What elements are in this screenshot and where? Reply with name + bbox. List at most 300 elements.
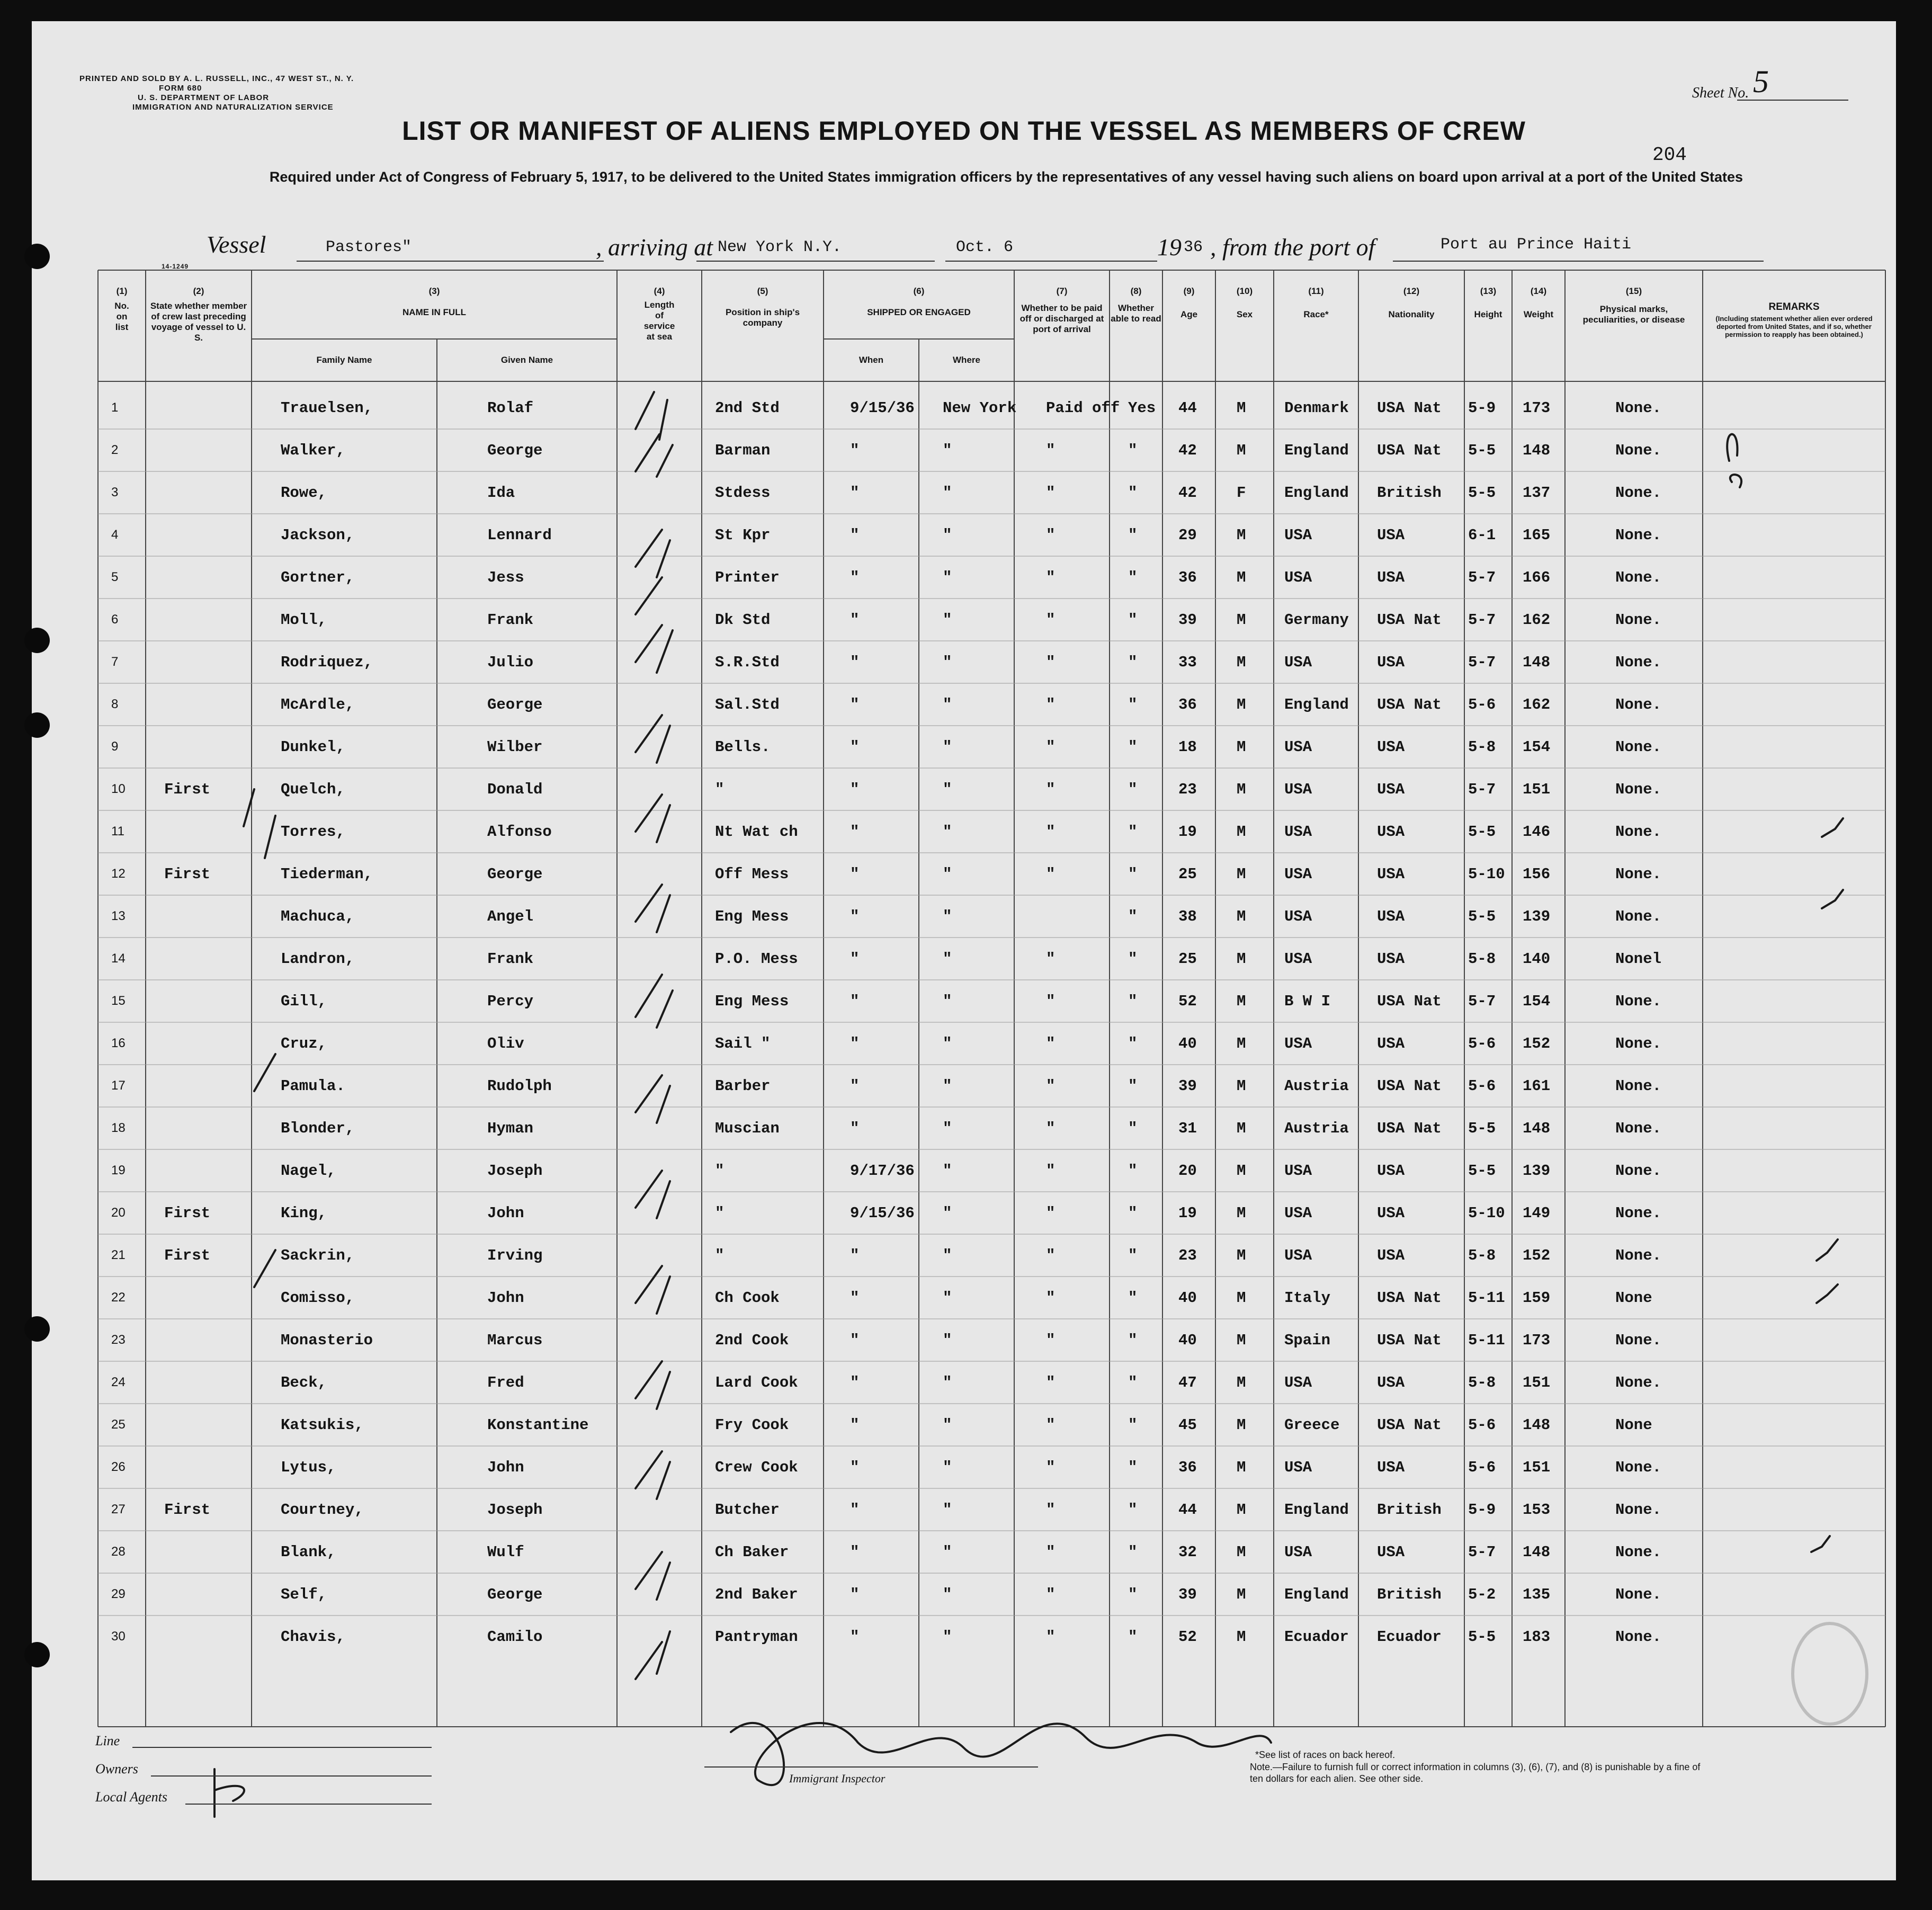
cell-weight: 137 xyxy=(1523,484,1551,502)
cell-paid-off: " xyxy=(1046,526,1056,544)
cell-paid-off: " xyxy=(1046,1543,1056,1561)
cell-shipped-when: " xyxy=(850,950,860,968)
cell-given-name: Konstantine xyxy=(487,1416,589,1434)
cell-race: England xyxy=(1284,1586,1349,1603)
col-where-header: Where xyxy=(953,355,980,365)
cell-weight: 139 xyxy=(1523,1162,1551,1180)
cell-given-name: George xyxy=(487,1586,543,1603)
col-name-header: (3) NAME IN FULL xyxy=(402,286,466,317)
cell-number: 7 xyxy=(111,655,119,669)
cell-number: 22 xyxy=(111,1290,126,1305)
cell-nationality: USA Nat xyxy=(1377,1077,1442,1095)
cell-height: 5-7 xyxy=(1468,654,1496,671)
cell-number: 12 xyxy=(111,867,126,881)
cell-able-to-read: " xyxy=(1128,1162,1138,1180)
cell-shipped-when: " xyxy=(850,569,860,586)
cell-race: England xyxy=(1284,442,1349,459)
line-underline xyxy=(132,1747,432,1748)
cell-number: 26 xyxy=(111,1460,126,1474)
cell-sex: M xyxy=(1237,950,1246,968)
cell-weight: 166 xyxy=(1523,569,1551,586)
cell-weight: 173 xyxy=(1523,1332,1551,1349)
cell-family-name: Chavis, xyxy=(281,1628,345,1646)
cell-shipped-when: " xyxy=(850,1628,860,1646)
cell-nationality: USA xyxy=(1377,1459,1405,1476)
cell-family-name: Torres, xyxy=(281,823,345,841)
cell-shipped-where: " xyxy=(943,1162,952,1180)
cell-age: 32 xyxy=(1178,1543,1197,1561)
cell-position: St Kpr xyxy=(715,526,771,544)
cell-number: 30 xyxy=(111,1629,126,1644)
cell-age: 33 xyxy=(1178,654,1197,671)
cell-race: USA xyxy=(1284,1035,1312,1052)
cell-height: 5-8 xyxy=(1468,1247,1496,1264)
cell-able-to-read: " xyxy=(1128,1120,1138,1137)
sheet-label: Sheet No. xyxy=(1692,85,1749,101)
col-when-header: When xyxy=(858,355,884,365)
cell-shipped-where: " xyxy=(943,823,952,841)
cell-number: 10 xyxy=(111,782,126,796)
cell-shipped-where: " xyxy=(943,1501,952,1519)
cell-height: 5-9 xyxy=(1468,399,1496,417)
local-agents-label: Local Agents xyxy=(95,1789,168,1805)
cell-race: Denmark xyxy=(1284,399,1349,417)
cell-age: 44 xyxy=(1178,399,1197,417)
cell-sex: M xyxy=(1237,823,1246,841)
cell-nationality: USA xyxy=(1377,781,1405,798)
cell-given-name: Angel xyxy=(487,908,534,925)
cell-nationality: USA Nat xyxy=(1377,1416,1442,1434)
cell-age: 19 xyxy=(1178,823,1197,841)
cell-weight: 183 xyxy=(1523,1628,1551,1646)
cell-shipped-when: " xyxy=(850,1416,860,1434)
cell-weight: 148 xyxy=(1523,1416,1551,1434)
cell-height: 5-6 xyxy=(1468,1035,1496,1052)
cell-nationality: USA xyxy=(1377,865,1405,883)
cell-sex: M xyxy=(1237,1077,1246,1095)
cell-physical-marks: None. xyxy=(1615,1374,1662,1391)
form-number: FORM 680 xyxy=(159,84,202,93)
cell-able-to-read: " xyxy=(1128,1332,1138,1349)
cell-age: 25 xyxy=(1178,950,1197,968)
cell-able-to-read: Yes xyxy=(1128,399,1156,417)
cell-height: 5-7 xyxy=(1468,611,1496,629)
col-paid-off-header: (7) Whether to be paid off or discharged at port of arrival xyxy=(1019,286,1104,334)
cell-weight: 149 xyxy=(1523,1204,1551,1222)
cell-nationality: USA xyxy=(1377,654,1405,671)
cell-shipped-where: " xyxy=(943,1120,952,1137)
cell-position: " xyxy=(715,1162,724,1180)
cell-shipped-when: " xyxy=(850,865,860,883)
cell-previous-voyage: First xyxy=(164,1204,211,1222)
cell-family-name: Beck, xyxy=(281,1374,327,1391)
cell-physical-marks: None. xyxy=(1615,569,1662,586)
cell-nationality: USA xyxy=(1377,1162,1405,1180)
cell-shipped-when: " xyxy=(850,1586,860,1603)
cell-shipped-where: " xyxy=(943,1332,952,1349)
cell-race: USA xyxy=(1284,526,1312,544)
cell-sex: M xyxy=(1237,1247,1246,1264)
cell-shipped-where: " xyxy=(943,993,952,1010)
vessel-label: Vessel xyxy=(207,231,266,258)
cell-shipped-where: " xyxy=(943,526,952,544)
cell-weight: 165 xyxy=(1523,526,1551,544)
cell-given-name: George xyxy=(487,442,543,459)
col-weight-header: (14) Weight xyxy=(1523,286,1554,319)
cell-family-name: Lytus, xyxy=(281,1459,336,1476)
cell-shipped-where: " xyxy=(943,950,952,968)
cell-paid-off: " xyxy=(1046,654,1056,671)
cell-weight: 154 xyxy=(1523,738,1551,756)
cell-paid-off: " xyxy=(1046,442,1056,459)
cell-paid-off: " xyxy=(1046,1586,1056,1603)
cell-physical-marks: None. xyxy=(1615,993,1662,1010)
cell-able-to-read: " xyxy=(1128,823,1138,841)
cell-age: 36 xyxy=(1178,696,1197,713)
cell-given-name: John xyxy=(487,1204,524,1222)
cell-paid-off: " xyxy=(1046,1162,1056,1180)
cell-given-name: George xyxy=(487,865,543,883)
arrival-date: Oct. 6 xyxy=(956,238,1014,256)
cell-number: 18 xyxy=(111,1121,126,1135)
cell-weight: 152 xyxy=(1523,1035,1551,1052)
cell-weight: 159 xyxy=(1523,1289,1551,1307)
cell-position: Ch Cook xyxy=(715,1289,780,1307)
cell-position: Off Mess xyxy=(715,865,789,883)
cell-height: 5-7 xyxy=(1468,1543,1496,1561)
cell-sex: M xyxy=(1237,1035,1246,1052)
cell-family-name: Jackson, xyxy=(281,526,355,544)
owners-label: Owners xyxy=(95,1761,138,1777)
cell-position: Lard Cook xyxy=(715,1374,798,1391)
cell-race: Austria xyxy=(1284,1120,1349,1137)
cell-physical-marks: None. xyxy=(1615,1501,1662,1519)
cell-physical-marks: None. xyxy=(1615,1247,1662,1264)
cell-weight: 156 xyxy=(1523,865,1551,883)
cell-given-name: John xyxy=(487,1289,524,1307)
cell-height: 6-1 xyxy=(1468,526,1496,544)
cell-family-name: Tiederman, xyxy=(281,865,373,883)
cell-shipped-where: " xyxy=(943,569,952,586)
cell-nationality: USA Nat xyxy=(1377,1289,1442,1307)
cell-number: 6 xyxy=(111,612,119,627)
cell-shipped-when: " xyxy=(850,442,860,459)
cell-given-name: Alfonso xyxy=(487,823,552,841)
cell-race: Germany xyxy=(1284,611,1349,629)
cell-family-name: Gortner, xyxy=(281,569,355,586)
cell-shipped-when: " xyxy=(850,696,860,713)
col-physical-marks-header: (15) Physical marks, peculiarities, or disease xyxy=(1582,286,1685,325)
cell-physical-marks: None. xyxy=(1615,526,1662,544)
cell-position: " xyxy=(715,781,724,798)
cell-able-to-read: " xyxy=(1128,781,1138,798)
cell-number: 9 xyxy=(111,739,119,754)
cell-nationality: USA xyxy=(1377,738,1405,756)
cell-age: 52 xyxy=(1178,993,1197,1010)
col-family-name-header: Family Name xyxy=(316,355,372,365)
cell-able-to-read: " xyxy=(1128,569,1138,586)
cell-physical-marks: None. xyxy=(1615,781,1662,798)
cell-position: Barman xyxy=(715,442,771,459)
cell-family-name: Gill, xyxy=(281,993,327,1010)
cell-sex: M xyxy=(1237,1628,1246,1646)
cell-paid-off: " xyxy=(1046,1416,1056,1434)
sheet-number: 5 xyxy=(1753,64,1769,99)
cell-height: 5-11 xyxy=(1468,1332,1505,1349)
cell-shipped-when: " xyxy=(850,908,860,925)
cell-able-to-read: " xyxy=(1128,442,1138,459)
binder-hole xyxy=(24,1316,50,1342)
cell-nationality: USA Nat xyxy=(1377,993,1442,1010)
cell-family-name: Courtney, xyxy=(281,1501,364,1519)
cell-race: USA xyxy=(1284,1204,1312,1222)
cell-given-name: Oliv xyxy=(487,1035,524,1052)
cell-position: 2nd Std xyxy=(715,399,780,417)
cell-age: 45 xyxy=(1178,1416,1197,1434)
cell-number: 29 xyxy=(111,1587,126,1601)
col-age-header: (9) Age xyxy=(1180,286,1198,319)
cell-physical-marks: None. xyxy=(1615,1035,1662,1052)
cell-given-name: Marcus xyxy=(487,1332,543,1349)
cell-paid-off: " xyxy=(1046,823,1056,841)
vessel-name: Pastores" xyxy=(326,238,412,256)
col-race-header: (11) Race* xyxy=(1303,286,1329,319)
cell-sex: M xyxy=(1237,654,1246,671)
cell-number: 15 xyxy=(111,994,126,1008)
cell-number: 16 xyxy=(111,1036,126,1050)
stamp-number: 204 xyxy=(1652,144,1687,166)
races-note: *See list of races on back hereof. xyxy=(1255,1750,1396,1760)
cell-age: 18 xyxy=(1178,738,1197,756)
cell-paid-off: " xyxy=(1046,1501,1056,1519)
cell-physical-marks: None. xyxy=(1615,1586,1662,1603)
cell-paid-off: " xyxy=(1046,1374,1056,1391)
cell-position: Eng Mess xyxy=(715,993,789,1010)
cell-nationality: USA Nat xyxy=(1377,696,1442,713)
cell-number: 8 xyxy=(111,697,119,711)
cell-race: Austria xyxy=(1284,1077,1349,1095)
cell-able-to-read: " xyxy=(1128,696,1138,713)
cell-age: 42 xyxy=(1178,442,1197,459)
cell-given-name: Percy xyxy=(487,993,534,1010)
cell-paid-off: " xyxy=(1046,1247,1056,1264)
cell-position: Pantryman xyxy=(715,1628,798,1646)
cell-age: 40 xyxy=(1178,1289,1197,1307)
cell-age: 31 xyxy=(1178,1120,1197,1137)
cell-weight: 162 xyxy=(1523,611,1551,629)
cell-position: Eng Mess xyxy=(715,908,789,925)
cell-nationality: British xyxy=(1377,1501,1442,1519)
cell-weight: 148 xyxy=(1523,654,1551,671)
cell-position: Nt Wat ch xyxy=(715,823,798,841)
cell-position: Bells. xyxy=(715,738,771,756)
cell-weight: 154 xyxy=(1523,993,1551,1010)
cell-age: 23 xyxy=(1178,1247,1197,1264)
cell-family-name: Katsukis, xyxy=(281,1416,364,1434)
cell-given-name: Lennard xyxy=(487,526,552,544)
cell-paid-off: " xyxy=(1046,696,1056,713)
cell-paid-off: Paid off xyxy=(1046,399,1120,417)
cell-height: 5-9 xyxy=(1468,1501,1496,1519)
cell-position: Muscian xyxy=(715,1120,780,1137)
cell-number: 2 xyxy=(111,443,119,457)
cell-shipped-when: " xyxy=(850,823,860,841)
cell-shipped-when: " xyxy=(850,611,860,629)
cell-age: 52 xyxy=(1178,1628,1197,1646)
cell-family-name: Walker, xyxy=(281,442,345,459)
cell-weight: 135 xyxy=(1523,1586,1551,1603)
cell-physical-marks: None. xyxy=(1615,908,1662,925)
cell-shipped-where: " xyxy=(943,865,952,883)
col-remarks-header: REMARKS (Including statement whether alien ever ordered deported from United States, and if so, whether permission to reapply has been obtained.) xyxy=(1715,301,1873,338)
cell-race: England xyxy=(1284,696,1349,713)
cell-weight: 148 xyxy=(1523,1120,1551,1137)
cell-shipped-when: " xyxy=(850,1120,860,1137)
cell-position: S.R.Std xyxy=(715,654,780,671)
cell-sex: M xyxy=(1237,865,1246,883)
cell-able-to-read: " xyxy=(1128,908,1138,925)
cell-family-name: Moll, xyxy=(281,611,327,629)
cell-height: 5-6 xyxy=(1468,1459,1496,1476)
cell-race: Greece xyxy=(1284,1416,1340,1434)
cell-height: 5-6 xyxy=(1468,1416,1496,1434)
from-port-label: , from the port of xyxy=(1210,234,1375,261)
cell-age: 40 xyxy=(1178,1332,1197,1349)
cell-age: 39 xyxy=(1178,1077,1197,1095)
cell-height: 5-8 xyxy=(1468,738,1496,756)
cell-shipped-when: " xyxy=(850,484,860,502)
cell-shipped-when: " xyxy=(850,1374,860,1391)
cell-weight: 173 xyxy=(1523,399,1551,417)
cell-nationality: USA Nat xyxy=(1377,1120,1442,1137)
cell-race: USA xyxy=(1284,865,1312,883)
cell-height: 5-10 xyxy=(1468,1204,1505,1222)
cell-age: 40 xyxy=(1178,1035,1197,1052)
cell-sex: M xyxy=(1237,1374,1246,1391)
cell-given-name: Joseph xyxy=(487,1162,543,1180)
cell-able-to-read: " xyxy=(1128,1035,1138,1052)
cell-weight: 152 xyxy=(1523,1247,1551,1264)
cell-weight: 151 xyxy=(1523,1459,1551,1476)
cell-age: 39 xyxy=(1178,611,1197,629)
cell-race: USA xyxy=(1284,950,1312,968)
cell-shipped-where: " xyxy=(943,908,952,925)
cell-paid-off: " xyxy=(1046,484,1056,502)
cell-sex: M xyxy=(1237,1204,1246,1222)
cell-height: 5-5 xyxy=(1468,442,1496,459)
owners-underline xyxy=(151,1775,432,1777)
cell-position: 2nd Cook xyxy=(715,1332,789,1349)
cell-family-name: Nagel, xyxy=(281,1162,336,1180)
cell-age: 29 xyxy=(1178,526,1197,544)
cell-able-to-read: " xyxy=(1128,950,1138,968)
cell-physical-marks: None. xyxy=(1615,1077,1662,1095)
cell-sex: M xyxy=(1237,993,1246,1010)
cell-weight: 146 xyxy=(1523,823,1551,841)
cell-shipped-where: " xyxy=(943,696,952,713)
cell-family-name: Monasterio xyxy=(281,1332,373,1349)
cell-physical-marks: None. xyxy=(1615,484,1662,502)
cell-shipped-when: " xyxy=(850,1247,860,1264)
cell-shipped-where: " xyxy=(943,1628,952,1646)
col-height-header: (13) Height xyxy=(1474,286,1502,319)
cell-physical-marks: None. xyxy=(1615,611,1662,629)
cell-age: 38 xyxy=(1178,908,1197,925)
inspector-label: Immigrant Inspector xyxy=(789,1772,885,1785)
cell-shipped-where: " xyxy=(943,1459,952,1476)
cell-shipped-when: " xyxy=(850,781,860,798)
cell-able-to-read: " xyxy=(1128,865,1138,883)
penalty-note: Note.—Failure to furnish full or correct information in columns (3), (6), (7), and (8) is punishable by a fine of ten dollars for each alien. See other side. xyxy=(1250,1762,1701,1784)
cell-number: 4 xyxy=(111,528,119,542)
department-name: U. S. DEPARTMENT OF LABOR xyxy=(138,93,270,102)
cell-physical-marks: None xyxy=(1615,1416,1652,1434)
cell-shipped-when: " xyxy=(850,738,860,756)
cell-number: 19 xyxy=(111,1163,126,1177)
cell-shipped-where: " xyxy=(943,611,952,629)
cell-physical-marks: None. xyxy=(1615,399,1662,417)
col-service-header: (4) Length of service at sea xyxy=(643,286,675,342)
cell-shipped-when: " xyxy=(850,1077,860,1095)
cell-shipped-where: " xyxy=(943,654,952,671)
cell-previous-voyage: First xyxy=(164,1501,211,1519)
cell-position: P.O. Mess xyxy=(715,950,798,968)
print-code: 14-1249 xyxy=(162,263,189,270)
cell-sex: M xyxy=(1237,442,1246,459)
cell-shipped-when: 9/15/36 xyxy=(850,399,915,417)
cell-sex: M xyxy=(1237,1501,1246,1519)
cell-height: 5-5 xyxy=(1468,1162,1496,1180)
col-given-name-header: Given Name xyxy=(500,355,553,365)
col-shipped-header: (6) SHIPPED OR ENGAGED xyxy=(867,286,971,317)
cell-physical-marks: None. xyxy=(1615,738,1662,756)
cell-height: 5-11 xyxy=(1468,1289,1505,1307)
binder-hole xyxy=(24,1642,50,1667)
cell-nationality: USA xyxy=(1377,569,1405,586)
cell-shipped-where: " xyxy=(943,1416,952,1434)
cell-number: 21 xyxy=(111,1248,126,1262)
cell-physical-marks: Nonel xyxy=(1615,950,1662,968)
cell-number: 13 xyxy=(111,909,126,923)
cell-position: Ch Baker xyxy=(715,1543,789,1561)
cell-number: 14 xyxy=(111,951,126,966)
cell-race: USA xyxy=(1284,1374,1312,1391)
cell-position: " xyxy=(715,1204,724,1222)
cell-shipped-where: " xyxy=(943,1543,952,1561)
arrival-year: 36 xyxy=(1184,238,1203,256)
cell-sex: M xyxy=(1237,1543,1246,1561)
cell-race: USA xyxy=(1284,654,1312,671)
cell-height: 5-5 xyxy=(1468,908,1496,925)
col-read-header: (8) Whether able to read xyxy=(1111,286,1161,324)
binder-hole xyxy=(24,628,50,653)
cell-able-to-read: " xyxy=(1128,526,1138,544)
cell-number: 11 xyxy=(111,824,124,838)
cell-position: Crew Cook xyxy=(715,1459,798,1476)
cell-nationality: USA xyxy=(1377,823,1405,841)
cell-shipped-where: " xyxy=(943,1247,952,1264)
cell-nationality: USA xyxy=(1377,1204,1405,1222)
cell-able-to-read: " xyxy=(1128,1586,1138,1603)
cell-family-name: Blonder, xyxy=(281,1120,355,1137)
cell-height: 5-7 xyxy=(1468,569,1496,586)
cell-shipped-where: New York xyxy=(943,399,1017,417)
page-subtitle: Required under Act of Congress of February 5, 1917, to be delivered to the United States immigration officers by the representatives of any vessel having such aliens on board upon arrival at a port of the United States xyxy=(269,169,1743,185)
cell-weight: 148 xyxy=(1523,442,1551,459)
cell-position: Barber xyxy=(715,1077,771,1095)
cell-race: Ecuador xyxy=(1284,1628,1349,1646)
cell-number: 20 xyxy=(111,1206,126,1220)
